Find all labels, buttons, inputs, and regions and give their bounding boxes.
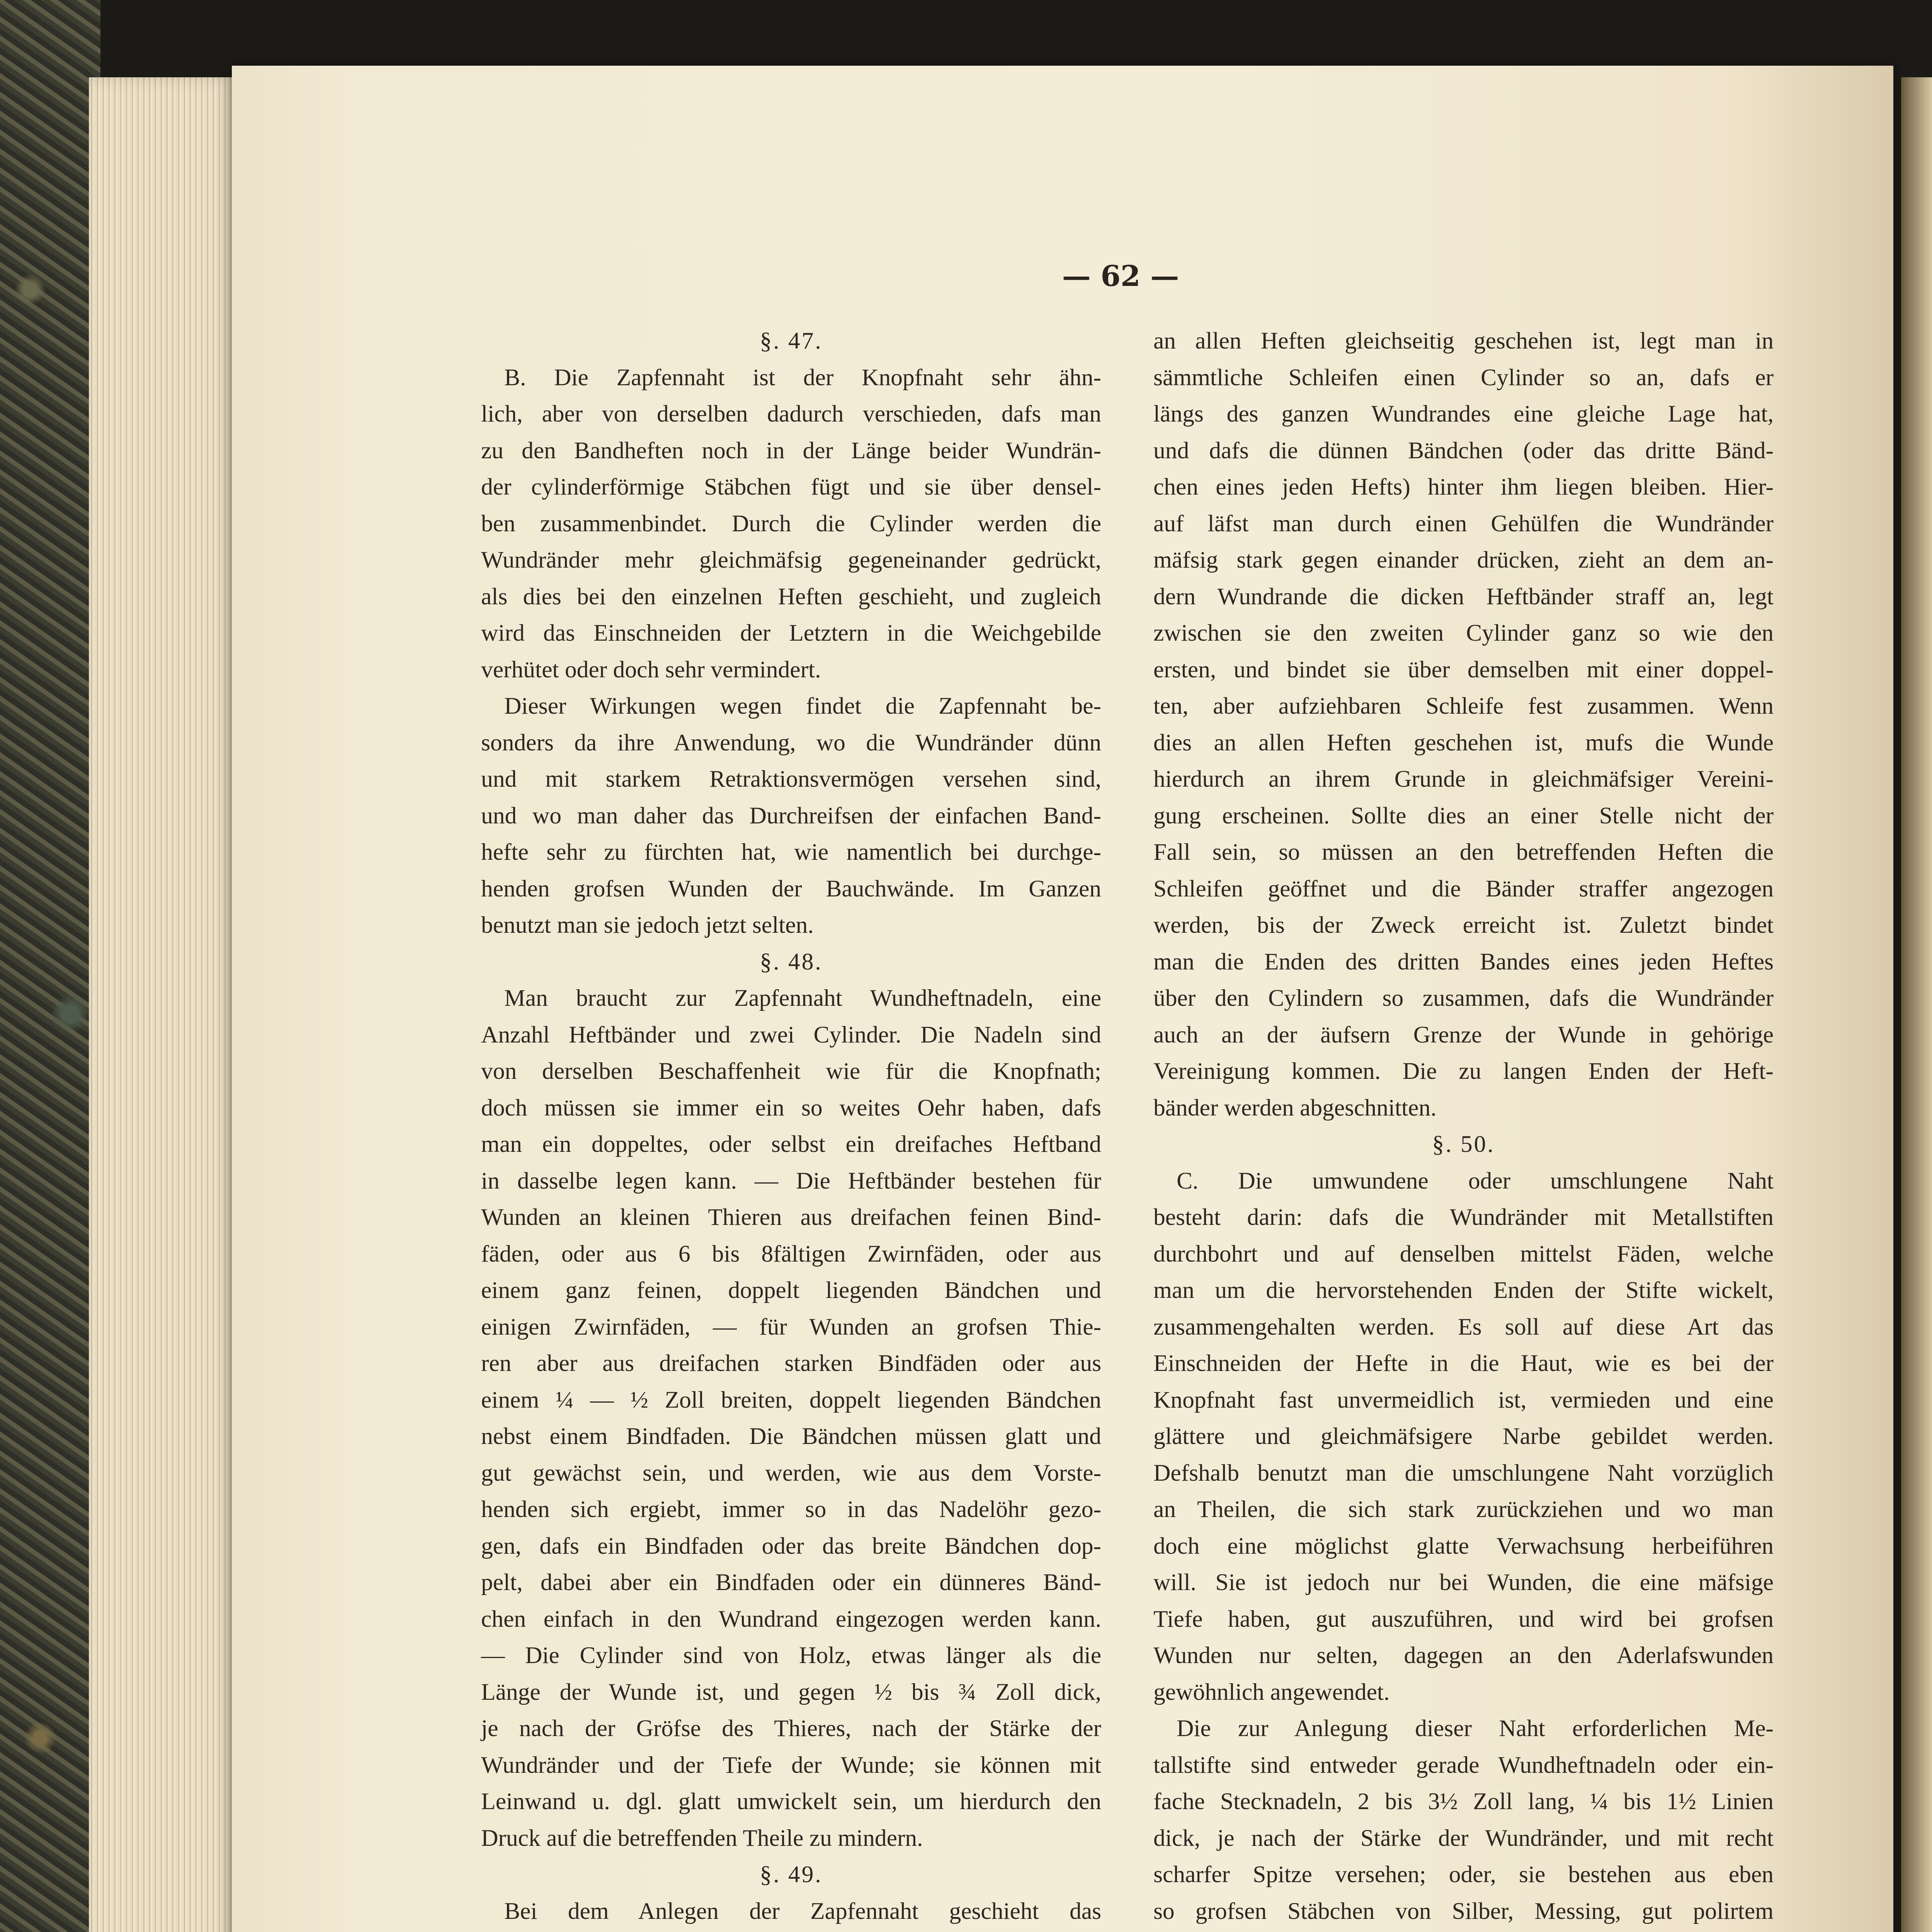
- adjacent-page-edge: [1901, 77, 1932, 1932]
- text-line: ten, aber aufziehbaren Schleife fest zusammen. Wenn: [1153, 693, 1774, 719]
- text-line: sonders da ihre Anwendung, wo die Wundränder dünn: [481, 729, 1101, 756]
- book-cover-edge: [0, 0, 100, 1932]
- text-line: will. Sie ist jedoch nur bei Wunden, die eine mäfsige: [1153, 1569, 1774, 1595]
- text-line: Defshalb benutzt man die umschlungene Naht vorzüglich: [1153, 1459, 1774, 1486]
- text-line: und wo man daher das Durchreifsen der einfachen Band-: [481, 802, 1101, 829]
- text-line: zwischen sie den zweiten Cylinder ganz so wie den: [1153, 620, 1774, 646]
- text-line: Länge der Wunde ist, und gegen ½ bis ¾ Zoll dick,: [481, 1679, 1101, 1705]
- page-number: — 62 —: [1062, 260, 1179, 293]
- text-line: — Die Cylinder sind von Holz, etwas länger als die: [481, 1642, 1101, 1668]
- text-line: ben zusammenbindet. Durch die Cylinder werden die: [481, 510, 1101, 537]
- text-line: Wunden an kleinen Thieren aus dreifachen feinen Bind-: [481, 1204, 1101, 1230]
- left-text-column: [481, 323, 1101, 1932]
- text-line: gut gewächst sein, und werden, wie aus dem Vorste-: [481, 1459, 1101, 1486]
- text-line: gung erscheinen. Sollte dies an einer Stelle nicht der: [1153, 802, 1774, 829]
- text-line: auch an der äufsern Grenze der Wunde in gehörige: [1153, 1021, 1774, 1048]
- text-line: Schleifen geöffnet und die Bänder straffer angezogen: [1153, 875, 1774, 902]
- text-line: pelt, dabei aber ein Bindfaden oder ein dünneres Bänd-: [481, 1569, 1101, 1595]
- text-line: gewöhnlich angewendet.: [1153, 1679, 1390, 1705]
- text-line: henden grofsen Wunden der Bauchwände. Im Ganzen: [481, 875, 1101, 902]
- text-line: und dafs die dünnen Bändchen (oder das dritte Bänd-: [1153, 437, 1774, 464]
- text-line: [1153, 1929, 1774, 1932]
- text-line: benutzt man sie jedoch jetzt selten.: [481, 912, 814, 938]
- text-line: Anzahl Heftbänder und zwei Cylinder. Die Nadeln sind: [481, 1021, 1101, 1048]
- text-line: in dasselbe legen kann. — Die Heftbänder bestehen für: [481, 1167, 1101, 1194]
- text-line: hefte sehr zu fürchten hat, wie namentlich bei durchge-: [481, 839, 1101, 865]
- text-line: werden, bis der Zweck erreicht ist. Zuletzt bindet: [1153, 912, 1774, 938]
- text-line: man um die hervorstehenden Enden der Stifte wickelt,: [1153, 1277, 1774, 1303]
- text-line: man ein doppeltes, oder selbst ein dreifaches Heftband: [481, 1131, 1101, 1157]
- section-heading: §. 48.: [760, 948, 823, 975]
- text-line: so grofsen Stäbchen von Silber, Messing, gut polirtem: [1153, 1898, 1774, 1924]
- text-line: hierdurch an ihrem Grunde in gleichmäfsiger Vereini-: [1153, 766, 1774, 792]
- text-line: längs des ganzen Wundrandes eine gleiche Lage hat,: [1153, 401, 1774, 427]
- text-line: Wundränder mehr gleichmäfsig gegeneinander gedrückt,: [481, 547, 1101, 573]
- text-line: bänder werden abgeschnitten.: [1153, 1094, 1437, 1121]
- text-line: dick, je nach der Stärke der Wundränder, und mit recht: [1153, 1825, 1774, 1851]
- text-line: doch müssen sie immer ein so weites Oehr haben, dafs: [481, 1094, 1101, 1121]
- right-text-column: [1153, 323, 1774, 1932]
- text-line: Druck auf die betreffenden Theile zu mindern.: [481, 1825, 923, 1851]
- text-line: scharfer Spitze versehen; oder, sie bestehen aus eben: [1153, 1861, 1774, 1888]
- text-line: über den Cylindern so zusammen, dafs die Wundränder: [1153, 985, 1774, 1011]
- text-line: Wunden nur selten, dagegen an den Aderlafswunden: [1153, 1642, 1774, 1668]
- text-line: verhütet oder doch sehr vermindert.: [481, 656, 821, 683]
- text-line: einem ¼ — ½ Zoll breiten, doppelt liegenden Bändchen: [481, 1386, 1101, 1413]
- text-line: man die Enden des dritten Bandes eines jeden Heftes: [1153, 948, 1774, 975]
- page-stack-edge: [89, 77, 236, 1932]
- text-line: von derselben Beschaffenheit wie für die Knopfnath;: [481, 1058, 1101, 1084]
- text-line: Einschneiden der Hefte in die Haut, wie es bei der: [1153, 1350, 1774, 1376]
- text-line: Man braucht zur Zapfennaht Wundheftnadeln, eine: [504, 985, 1101, 1011]
- text-line: Knopfnaht fast unvermeidlich ist, vermieden und eine: [1153, 1386, 1774, 1413]
- text-line: mäfsig stark gegen einander drücken, zieht an dem an-: [1153, 547, 1774, 573]
- text-line: an Theilen, die sich stark zurückziehen und wo man: [1153, 1496, 1774, 1522]
- text-line: sämmtliche Schleifen einen Cylinder so an, dafs er: [1153, 364, 1774, 391]
- text-line: einem ganz feinen, doppelt liegenden Bändchen und: [481, 1277, 1101, 1303]
- section-heading: §. 49.: [760, 1861, 823, 1888]
- text-line: Wundränder und der Tiefe der Wunde; sie können mit: [481, 1752, 1101, 1778]
- text-line: wird das Einschneiden der Letztern in die Weichgebilde: [481, 620, 1101, 646]
- text-line: ersten, und bindet sie über demselben mit einer doppel-: [1153, 656, 1774, 683]
- text-line: fäden, oder aus 6 bis 8fältigen Zwirnfäden, oder aus: [481, 1240, 1101, 1267]
- text-line: als dies bei den einzelnen Heften geschieht, und zugleich: [481, 583, 1101, 610]
- text-line: ren aber aus dreifachen starken Bindfäden oder aus: [481, 1350, 1101, 1376]
- text-line: chen einfach in den Wundrand eingezogen werden kann.: [481, 1605, 1101, 1632]
- text-line: glättere und gleichmäfsigere Narbe gebildet werden.: [1153, 1423, 1774, 1449]
- text-line: gen, dafs ein Bindfaden oder das breite Bändchen dop-: [481, 1532, 1101, 1559]
- text-line: dern Wundrande die dicken Heftbänder straff an, legt: [1153, 583, 1774, 610]
- text-line: Leinwand u. dgl. glatt umwickelt sein, um hierdurch den: [481, 1788, 1101, 1815]
- text-line: nebst einem Bindfaden. Die Bändchen müssen glatt und: [481, 1423, 1101, 1449]
- text-line: Dieser Wirkungen wegen findet die Zapfennaht be-: [504, 693, 1101, 719]
- text-line: tallstifte sind entweder gerade Wundheftnadeln oder ein-: [1153, 1752, 1774, 1778]
- text-line: Die zur Anlegung dieser Naht erforderlichen Me-: [1177, 1715, 1774, 1742]
- text-line: an allen Heften gleichseitig geschehen ist, legt man in: [1153, 328, 1774, 354]
- section-heading: §. 47.: [760, 328, 823, 354]
- text-line: [481, 1929, 1101, 1932]
- text-line: durchbohrt und auf denselben mittelst Fäden, welche: [1153, 1240, 1774, 1267]
- text-line: und mit starkem Retraktionsvermögen versehen sind,: [481, 766, 1101, 792]
- text-line: Vereinigung kommen. Die zu langen Enden der Heft-: [1153, 1058, 1774, 1084]
- text-line: zu den Bandheften noch in der Länge beider Wundrän-: [481, 437, 1101, 464]
- text-line: je nach der Gröfse des Thieres, nach der Stärke der: [481, 1715, 1101, 1742]
- text-line: dies an allen Heften geschehen ist, mufs die Wunde: [1153, 729, 1774, 756]
- text-line: B. Die Zapfennaht ist der Knopfnaht sehr ähn-: [504, 364, 1101, 391]
- text-line: besteht darin: dafs die Wundränder mit Metallstiften: [1153, 1204, 1774, 1230]
- text-line: lich, aber von derselben dadurch verschieden, dafs man: [481, 401, 1101, 427]
- text-line: C. Die umwundene oder umschlungene Naht: [1177, 1167, 1774, 1194]
- text-line: Tiefe haben, gut auszuführen, und wird bei grofsen: [1153, 1605, 1774, 1632]
- text-line: einigen Zwirnfäden, — für Wunden an grofsen Thie-: [481, 1313, 1101, 1340]
- text-line: fache Stecknadeln, 2 bis 3½ Zoll lang, ¼ bis 1½ Linien: [1153, 1788, 1774, 1815]
- text-line: chen eines jeden Hefts) hinter ihm liegen bleiben. Hier-: [1153, 474, 1774, 500]
- section-heading: §. 50.: [1432, 1131, 1495, 1157]
- text-line: henden sich ergiebt, immer so in das Nadelöhr gezo-: [481, 1496, 1101, 1522]
- text-line: Fall sein, so müssen an den betreffenden Heften die: [1153, 839, 1774, 865]
- text-line: doch eine möglichst glatte Verwachsung herbeiführen: [1153, 1532, 1774, 1559]
- text-line: Bei dem Anlegen der Zapfennaht geschieht das: [504, 1898, 1101, 1924]
- text-line: der cylinderförmige Stäbchen fügt und sie über densel-: [481, 474, 1101, 500]
- text-line: zusammengehalten werden. Es soll auf diese Art das: [1153, 1313, 1774, 1340]
- text-line: auf läfst man durch einen Gehülfen die Wundränder: [1153, 510, 1774, 537]
